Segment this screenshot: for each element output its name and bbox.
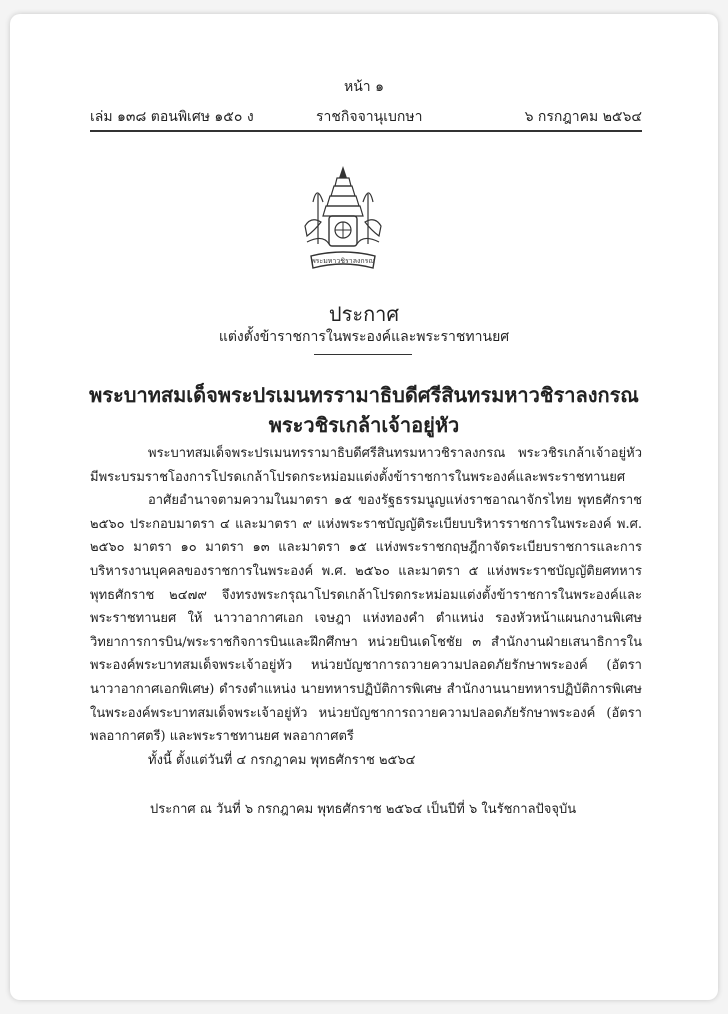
royal-emblem-icon <box>293 164 393 274</box>
paragraph-royal-command: พระบาทสมเด็จพระปรเมนทรรามาธิบดีศรีสินทรมหาวชิราลงกรณ พระวชิรเกล้าเจ้าอยู่หัว มีพระบรมราชโองการโปรดเกล้าโปรดกระหม่อมแต่งตั้งข้าราชการในพระองค์และพระราชทานยศ <box>90 446 642 485</box>
king-name <box>10 380 718 440</box>
title-divider <box>314 354 412 355</box>
document-subtitle: แต่งตั้งข้าราชการในพระองค์และพระราชทานยศ <box>218 329 510 345</box>
document-page <box>10 14 718 1000</box>
page-number: หน้า ๑ <box>344 79 384 95</box>
king-name-line-2: พระวชิรเกล้าเจ้าอยู่หัว <box>268 413 460 437</box>
issue-date: ๖ กรกฎาคม ๒๕๖๔ <box>524 109 642 125</box>
gazette-name: ราชกิจจานุเบกษา <box>316 109 423 125</box>
proclamation-date: ประกาศ ณ วันที่ ๖ กรกฎาคม พุทธศักราช ๒๕๖๔ เป็นปีที่ ๖ ในรัชกาลปัจจุบัน <box>150 802 577 817</box>
king-name-line-1: พระบาทสมเด็จพระปรเมนทรรามาธิบดีศรีสินทรมหาวชิราลงกรณ <box>89 383 639 407</box>
document-title: ประกาศ <box>328 302 400 326</box>
svg-text:พระมหาวชิราลงกรณ: พระมหาวชิราลงกรณ <box>311 257 375 265</box>
document-body <box>90 442 642 772</box>
gazette-header <box>90 106 642 126</box>
paragraph-effective-date: ทั้งนี้ ตั้งแต่วันที่ ๔ กรกฎาคม พุทธศักราช ๒๕๖๔ <box>148 752 416 768</box>
volume-info: เล่ม ๑๓๘ ตอนพิเศษ ๑๕๐ ง <box>90 109 254 125</box>
paragraph-authority: อาศัยอำนาจตามความในมาตรา ๑๕ ของรัฐธรรมนูญแห่งราชอาณาจักรไทย พุทธศักราช ๒๕๖๐ ประกอบมาตรา ๔ และมาตรา ๙ แห่งพระราชบัญญัติระเบียบบริหารราชการในพระองค์ พ.ศ. ๒๕๖๐ มาตรา ๑๐ มาตรา ๑๓ และมาตรา ๑๕ แห่งพระราชกฤษฎีกาจัดระเบียบราชการและการบริหารงานบุคคลของราชการในพระองค์ พ.ศ. ๒๕๖๐ และมาตรา ๕ แห่งพระราชบัญญัติยศทหาร พุทธศักราช ๒๔๗๙ จึงทรงพระกรุณาโปรดเกล้าโปรดกระหม่อมแต่งตั้งข้าราชการในพระองค์และพระราชทานยศ ให้ นาวาอากาศเอก เจษฎา แห่งทองคำ ตำแหน่ง รองหัวหน้าแผนกงานพิเศษวิทยาการการบิน/พระราชกิจการบินและฝึกศึกษา หน่วยบินเดโชชัย ๓ สำนักงานฝ่ายเสนาธิการในพระองค์พระบาทสมเด็จพระเจ้าอยู่หัว หน่วยบัญชาการถวายความปลอดภัยรักษาพระองค์ (อัตรา นาวาอากาศเอกพิเศษ) ดำรงตำแหน่ง นายทหารปฏิบัติการพิเศษ สำนักงานนายทหารปฏิบัติการพิเศษในพระองค์พระบาทสมเด็จพระเจ้าอยู่หัว หน่วยบัญชาการถวายความปลอดภัยรักษาพระองค์ (อัตรา พลอากาศตรี) และพระราชทานยศ พลอากาศตรี <box>90 493 642 745</box>
header-divider <box>90 130 642 132</box>
